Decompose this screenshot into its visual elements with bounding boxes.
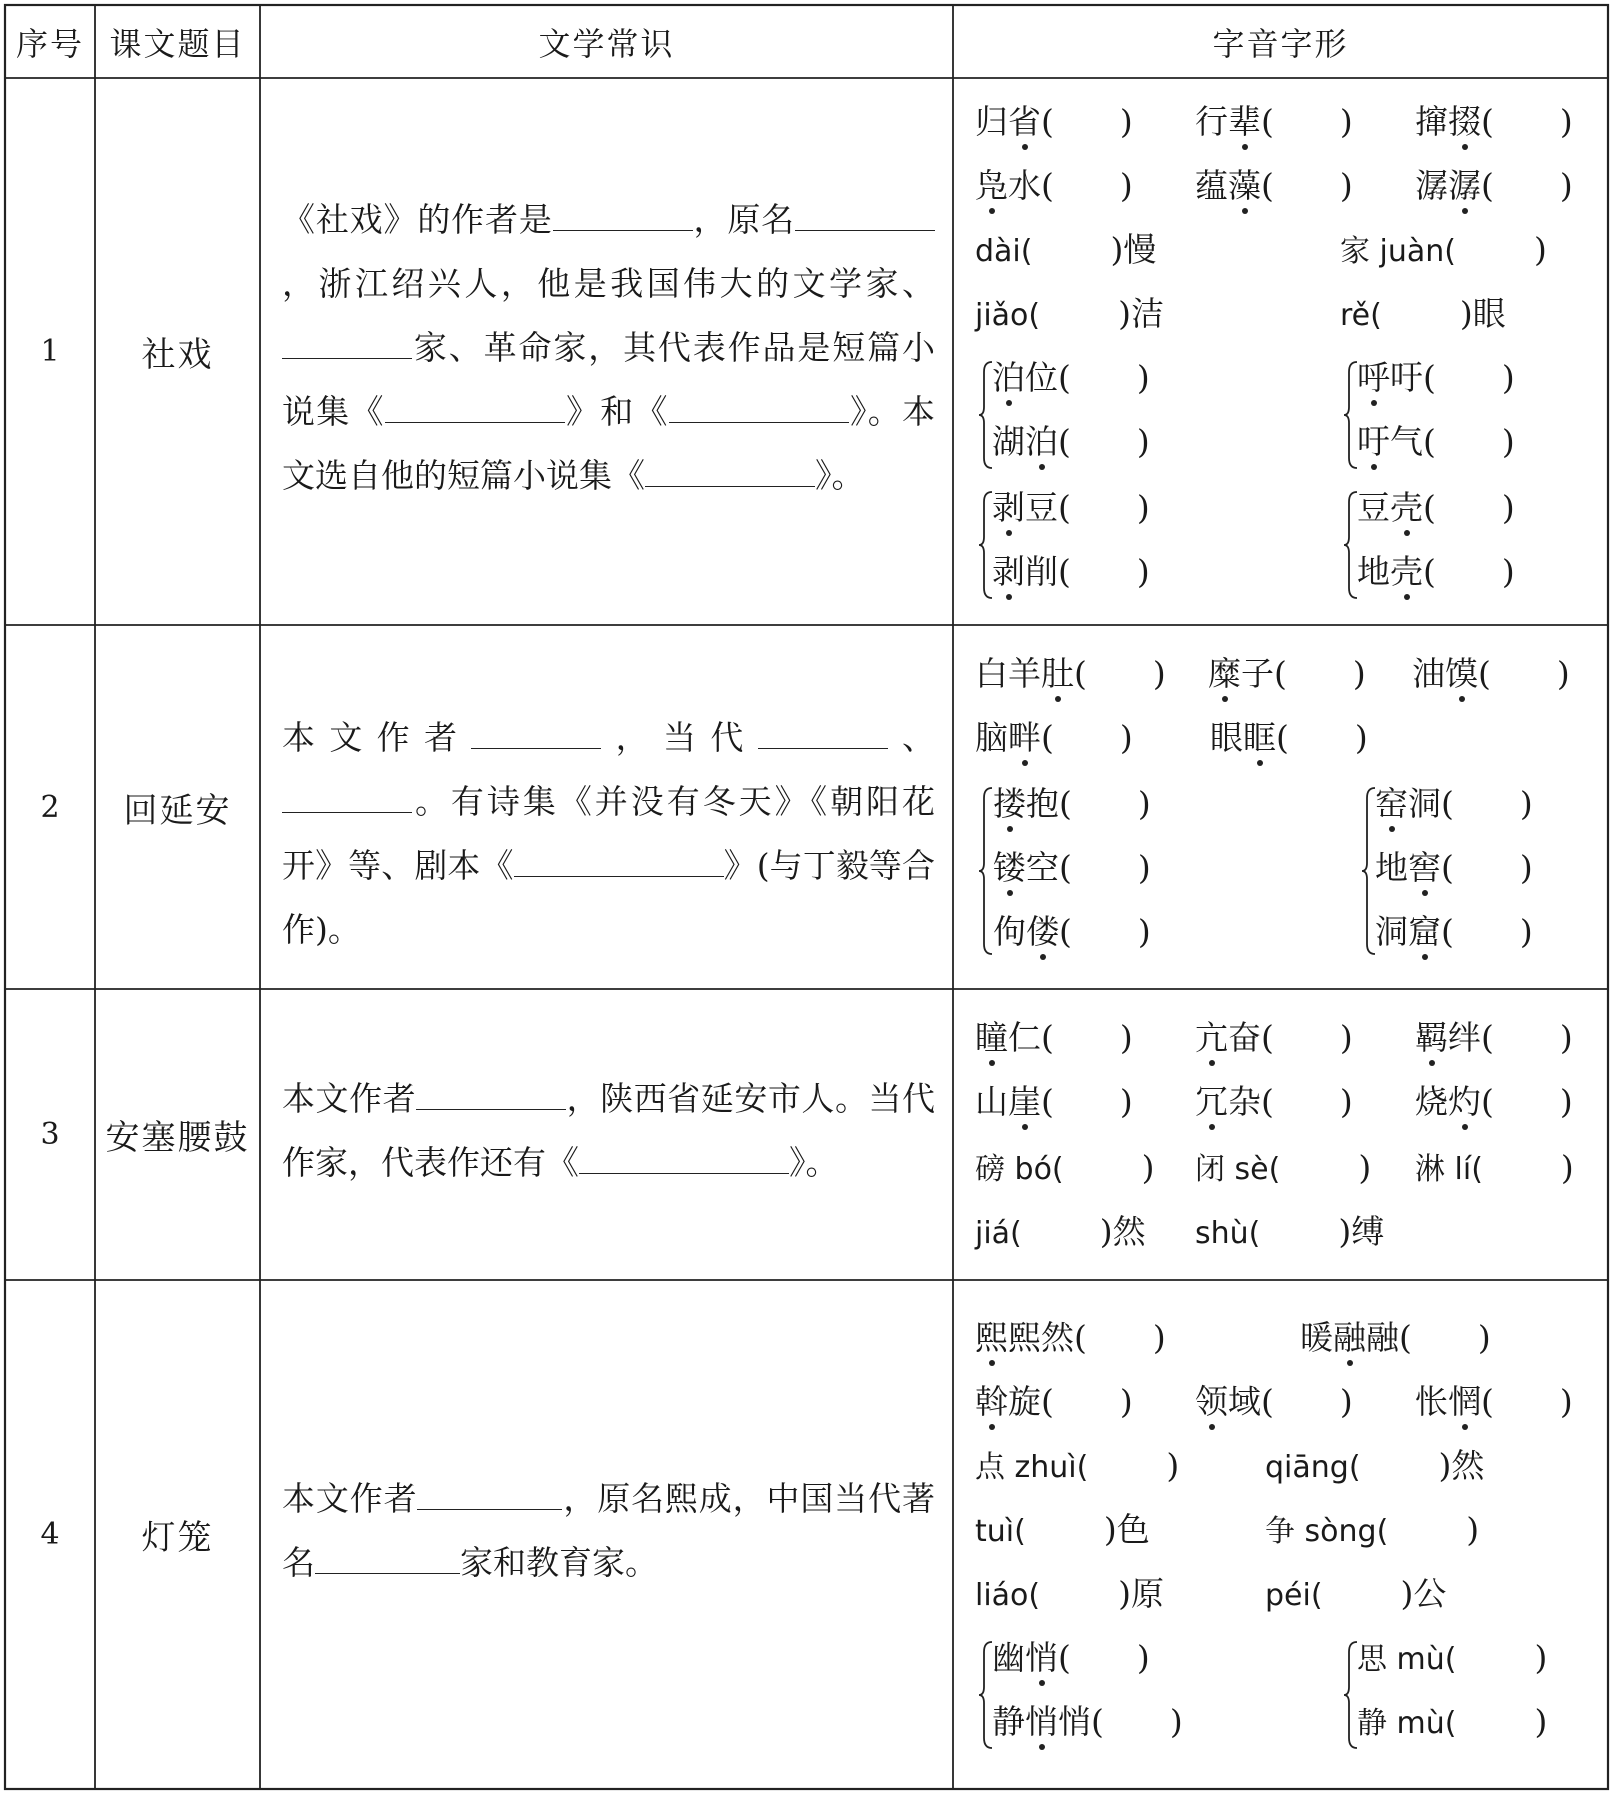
pronunciation-item [975, 652, 1166, 696]
item-tail: ( ) [1276, 718, 1368, 757]
pronunciation-item [975, 1380, 1133, 1424]
pronunciation-item [975, 100, 1133, 144]
dotted-char: 泊 [992, 356, 1025, 400]
item-tail: ) [1166, 1446, 1180, 1485]
item-tail: )然 [1438, 1446, 1485, 1485]
item-tail: 奋( ) [1228, 1018, 1353, 1057]
item-char: 幽 [992, 1638, 1025, 1677]
item-char: 撺 [1415, 102, 1448, 141]
item-tail: ( ) [1058, 422, 1150, 461]
dotted-char: 羁 [1415, 1016, 1448, 1060]
item-tail: ( ) [1041, 718, 1133, 757]
brace-icon [978, 490, 994, 600]
pronunciation-item [975, 716, 1133, 760]
literature-text: ，原名熙成，中国当代著名 [282, 1479, 936, 1582]
pronunciation-item [992, 486, 1150, 530]
item-tail: 位( ) [1025, 358, 1150, 397]
dotted-char: 掇 [1448, 100, 1481, 144]
brace-icon [1343, 1640, 1359, 1750]
brace-icon [978, 1640, 994, 1750]
item-tail: 悄( ) [1058, 1702, 1183, 1741]
item-tail: ( ) [1059, 912, 1151, 951]
fill-blank[interactable] [514, 836, 724, 877]
row-1-literature [260, 188, 953, 508]
row-3-literature [260, 1067, 953, 1195]
dotted-char: 斡 [975, 1380, 1008, 1424]
item-tail: ) [1560, 1148, 1574, 1187]
pronunciation-item [1195, 1080, 1353, 1124]
item-tail: ) [1534, 1638, 1548, 1677]
row-2-no: 2 [40, 789, 60, 825]
item-char: 怅 [1415, 1382, 1448, 1421]
pronunciation-item [993, 782, 1151, 826]
pronunciation-item [975, 1080, 1133, 1124]
pronunciation-item [1415, 1016, 1573, 1060]
brace-icon [1361, 786, 1377, 956]
item-char: 湖 [992, 422, 1025, 461]
pronunciation-item [1412, 652, 1570, 696]
item-tail: ( ) [1423, 488, 1515, 527]
dotted-char: 亢 [1195, 1016, 1228, 1060]
item-char: 烧 [1415, 1082, 1448, 1121]
item-tail: 熙然( ) [1008, 1318, 1166, 1357]
dotted-char: 潺 [1448, 164, 1481, 208]
item-char: 白羊 [975, 654, 1041, 693]
pronunciation-item [992, 1636, 1150, 1680]
dotted-char: 肚 [1041, 652, 1074, 696]
header-no: 序号 [15, 24, 84, 63]
dotted-char: 瞳 [975, 1016, 1008, 1060]
dotted-char: 悄 [1025, 1700, 1058, 1744]
pinyin-text: 点 zhuì( [975, 1450, 1089, 1485]
literature-text: 》(与丁毅等合作)。 [282, 846, 935, 949]
literature-text: ，浙江绍兴人，他是我国伟大的文学家、 [282, 264, 935, 303]
pinyin-text: tuì( [975, 1514, 1026, 1549]
item-tail: )公 [1400, 1574, 1447, 1613]
pronunciation-item [1195, 164, 1353, 208]
row-4-title: 灯笼 [141, 1518, 214, 1558]
pronunciation-item [1265, 1572, 1446, 1618]
literature-text: 家、革命家，其代表作品是短篇小说集《 [282, 328, 935, 431]
item-tail: ) [1534, 1702, 1548, 1741]
item-char: 蕴 [1195, 166, 1228, 205]
item-tail: ( ) [1423, 552, 1515, 591]
fill-blank[interactable] [795, 190, 935, 231]
item-tail: ( ) [1441, 848, 1533, 887]
item-tail: 杂( ) [1228, 1082, 1353, 1121]
fill-blank[interactable] [579, 1133, 789, 1174]
header-pronunciation: 字音字形 [1212, 24, 1349, 63]
dotted-char: 剥 [992, 486, 1025, 530]
pinyin-text: 磅 bó( [975, 1152, 1064, 1187]
pronunciation-item [1340, 292, 1506, 338]
fill-blank[interactable] [471, 708, 601, 749]
item-tail: 削( ) [1025, 552, 1150, 591]
item-tail: ( ) [1041, 102, 1133, 141]
item-tail: 旋( ) [1008, 1382, 1133, 1421]
item-tail: 域( ) [1228, 1382, 1353, 1421]
pronunciation-item [1195, 1016, 1353, 1060]
item-tail: 气( ) [1390, 422, 1515, 461]
pinyin-text: 淋 lí( [1415, 1152, 1483, 1187]
fill-blank[interactable] [282, 318, 412, 359]
item-tail: 吁( ) [1390, 358, 1515, 397]
row-3-title: 安塞腰鼓 [105, 1118, 250, 1158]
dotted-char: 冗 [1195, 1080, 1228, 1124]
fill-blank[interactable] [553, 190, 693, 231]
item-char: 佝 [993, 912, 1026, 951]
item-tail: ( ) [1261, 166, 1353, 205]
pronunciation-item [1415, 1380, 1573, 1424]
pronunciation-item [1415, 164, 1573, 208]
item-char: 静 [992, 1702, 1025, 1741]
pronunciation-item [975, 1444, 1179, 1490]
fill-blank[interactable] [645, 446, 815, 487]
item-tail: 子( ) [1241, 654, 1366, 693]
literature-text: ，原名 [692, 200, 796, 239]
item-tail: )原 [1118, 1574, 1164, 1613]
item-tail: 洞( ) [1408, 784, 1533, 823]
pronunciation-item [1357, 420, 1515, 464]
pinyin-text: 争 sòng( [1265, 1514, 1389, 1549]
dotted-char: 泊 [1025, 420, 1058, 464]
pronunciation-item [1357, 356, 1515, 400]
pronunciation-item [1357, 486, 1515, 530]
item-tail: )色 [1103, 1510, 1150, 1549]
pronunciation-item [1208, 652, 1366, 696]
pronunciation-item [993, 910, 1151, 954]
literature-text: 本文作者 [282, 718, 472, 757]
item-char: 地 [1357, 552, 1390, 591]
pinyin-text: dài( [975, 234, 1033, 269]
dotted-char: 灼 [1448, 1080, 1481, 1124]
pronunciation-item [975, 1146, 1155, 1192]
item-char: 山 [975, 1082, 1008, 1121]
item-char: 洞 [1375, 912, 1408, 951]
pinyin-text: 家 juàn( [1340, 234, 1456, 269]
pinyin-text: liáo( [975, 1578, 1041, 1613]
dotted-char: 省 [1008, 100, 1041, 144]
item-tail: ) [1358, 1148, 1372, 1187]
item-tail: 水( ) [1008, 166, 1133, 205]
pinyin-text: qiāng( [1265, 1450, 1361, 1485]
item-tail: ( ) [1058, 1638, 1150, 1677]
pronunciation-item [975, 228, 1156, 274]
dotted-char: 壳 [1390, 486, 1423, 530]
pronunciation-item [975, 1210, 1146, 1256]
pinyin-text: shù( [1195, 1216, 1261, 1251]
pronunciation-item [1195, 1210, 1384, 1256]
item-tail: 空( ) [1026, 848, 1151, 887]
pronunciation-item [1415, 100, 1573, 144]
item-char: 地 [1375, 848, 1408, 887]
pronunciation-item [1415, 1146, 1574, 1192]
row-3-no: 3 [40, 1117, 60, 1152]
item-tail: ( ) [1481, 102, 1573, 141]
item-tail: ( ) [1481, 166, 1573, 205]
pronunciation-item [1375, 782, 1533, 826]
literature-text: 、 [887, 718, 936, 757]
literature-text: 》。 [815, 456, 865, 495]
row-1-no: 1 [40, 334, 60, 369]
pronunciation-item [1357, 1636, 1547, 1682]
pronunciation-item [1195, 100, 1353, 144]
dotted-char: 藻 [1228, 164, 1261, 208]
literature-text: 《社戏》的作者是 [282, 200, 553, 239]
item-tail: ( ) [1041, 1082, 1133, 1121]
brace-icon [978, 786, 994, 956]
fill-blank[interactable] [669, 382, 849, 423]
item-tail: 融( ) [1366, 1318, 1491, 1357]
pronunciation-item [992, 356, 1150, 400]
literature-text: 》。 [789, 1143, 839, 1182]
pronunciation-item [1265, 1508, 1479, 1554]
pinyin-text: rě( [1340, 298, 1382, 333]
brace-icon [978, 360, 994, 470]
item-tail: ) [1534, 230, 1547, 269]
dotted-char: 悄 [1025, 1636, 1058, 1680]
item-tail: )眼 [1459, 294, 1506, 333]
header-title: 课文题目 [109, 24, 246, 63]
pronunciation-item [1375, 846, 1533, 890]
dotted-char: 领 [1195, 1380, 1228, 1424]
header-literature: 文学常识 [538, 24, 675, 63]
pronunciation-item [1340, 228, 1547, 274]
pronunciation-item [975, 164, 1133, 208]
fill-blank[interactable] [417, 1469, 562, 1510]
dotted-char: 畔 [1008, 716, 1041, 760]
dotted-char: 糜 [1208, 652, 1241, 696]
row-4-literature [260, 1467, 953, 1595]
fill-blank[interactable] [315, 1533, 460, 1574]
pronunciation-item [993, 846, 1151, 890]
row-4-no: 4 [40, 1517, 60, 1552]
dotted-char: 崖 [1008, 1080, 1041, 1124]
dotted-char: 剥 [992, 550, 1025, 594]
pronunciation-item [975, 1508, 1150, 1554]
item-tail: ( ) [1261, 102, 1353, 141]
item-char: 潺 [1415, 166, 1448, 205]
dotted-char: 呼 [1357, 356, 1390, 400]
dotted-char: 镂 [993, 846, 1026, 890]
item-tail: )然 [1099, 1212, 1146, 1251]
literature-text: 本文作者 [282, 1479, 418, 1518]
pronunciation-item [992, 1700, 1183, 1744]
dotted-char: 凫 [975, 164, 1008, 208]
item-tail: 抱( ) [1026, 784, 1151, 823]
dotted-char: 融 [1333, 1316, 1366, 1360]
literature-text: 》。本文选自他的短篇小说集《 [282, 392, 935, 495]
item-tail: ( ) [1074, 654, 1166, 693]
fill-blank[interactable] [282, 772, 412, 813]
row-2-literature [260, 706, 953, 962]
item-tail: 绊( ) [1448, 1018, 1573, 1057]
item-tail: ( ) [1481, 1382, 1573, 1421]
pinyin-text: 闭 sè( [1195, 1152, 1281, 1187]
fill-blank[interactable] [385, 382, 565, 423]
pinyin-text: péi( [1265, 1578, 1323, 1613]
literature-text: 》和《 [564, 392, 669, 431]
item-tail: 豆( ) [1025, 488, 1150, 527]
pronunciation-item [992, 550, 1150, 594]
pronunciation-item [1265, 1444, 1484, 1490]
pronunciation-item [1195, 1146, 1371, 1192]
literature-text: 本文作者 [282, 1079, 417, 1118]
pronunciation-item [975, 292, 1164, 338]
dotted-char: 窑 [1375, 782, 1408, 826]
row-1-title: 社戏 [141, 335, 214, 375]
literature-text: 。有诗集《并没有冬天》《朝阳花开》等、剧本《 [282, 782, 935, 885]
fill-blank[interactable] [758, 708, 888, 749]
pronunciation-item [975, 1572, 1164, 1618]
pronunciation-item [1375, 910, 1533, 954]
item-char: 行 [1195, 102, 1228, 141]
dotted-char: 窖 [1408, 846, 1441, 890]
item-tail: ) [1141, 1148, 1155, 1187]
literature-text: 家和教育家。 [460, 1543, 658, 1582]
item-tail: ( ) [1478, 654, 1570, 693]
pronunciation-item [1357, 1700, 1547, 1746]
pronunciation-item [1357, 550, 1515, 594]
pronunciation-item [1195, 1380, 1353, 1424]
item-tail: ( ) [1481, 1082, 1573, 1121]
item-char: 豆 [1357, 488, 1390, 527]
pronunciation-item [975, 1316, 1166, 1360]
item-tail: ) [1466, 1510, 1480, 1549]
dotted-char: 偻 [1026, 910, 1059, 954]
pronunciation-item [992, 420, 1150, 464]
dotted-char: 搂 [993, 782, 1026, 826]
dotted-char: 吁 [1357, 420, 1390, 464]
fill-blank[interactable] [416, 1069, 566, 1110]
pinyin-text: 静 mù( [1357, 1706, 1457, 1741]
dotted-char: 窟 [1408, 910, 1441, 954]
dotted-char: 眶 [1243, 716, 1276, 760]
row-2-title: 回延安 [123, 790, 232, 831]
brace-icon [1343, 360, 1359, 470]
dotted-char: 辈 [1228, 100, 1261, 144]
pinyin-text: 思 mù( [1357, 1642, 1457, 1677]
pronunciation-item [1415, 1080, 1573, 1124]
item-tail: )缚 [1338, 1212, 1385, 1251]
item-char: 眼 [1210, 718, 1243, 757]
item-tail: )慢 [1110, 230, 1157, 269]
literature-text: ，当代 [601, 718, 758, 757]
pinyin-text: jiá( [975, 1216, 1022, 1251]
brace-icon [1343, 490, 1359, 600]
item-char: 暖 [1300, 1318, 1333, 1357]
pronunciation-item [975, 1016, 1133, 1060]
pronunciation-item [1210, 716, 1368, 760]
item-char: 脑 [975, 718, 1008, 757]
item-char: 归 [975, 102, 1008, 141]
item-tail: )洁 [1118, 294, 1164, 333]
pinyin-text: jiǎo( [975, 298, 1041, 333]
dotted-char: 馍 [1445, 652, 1478, 696]
item-tail: 仁( ) [1008, 1018, 1133, 1057]
literature-text: ，陕西省延安市人。当代作家，代表作还有《 [282, 1079, 936, 1182]
dotted-char: 熙 [975, 1316, 1008, 1360]
item-tail: ( ) [1441, 912, 1533, 951]
item-char: 油 [1412, 654, 1445, 693]
pronunciation-item [1300, 1316, 1491, 1360]
dotted-char: 惘 [1448, 1380, 1481, 1424]
dotted-char: 壳 [1390, 550, 1423, 594]
